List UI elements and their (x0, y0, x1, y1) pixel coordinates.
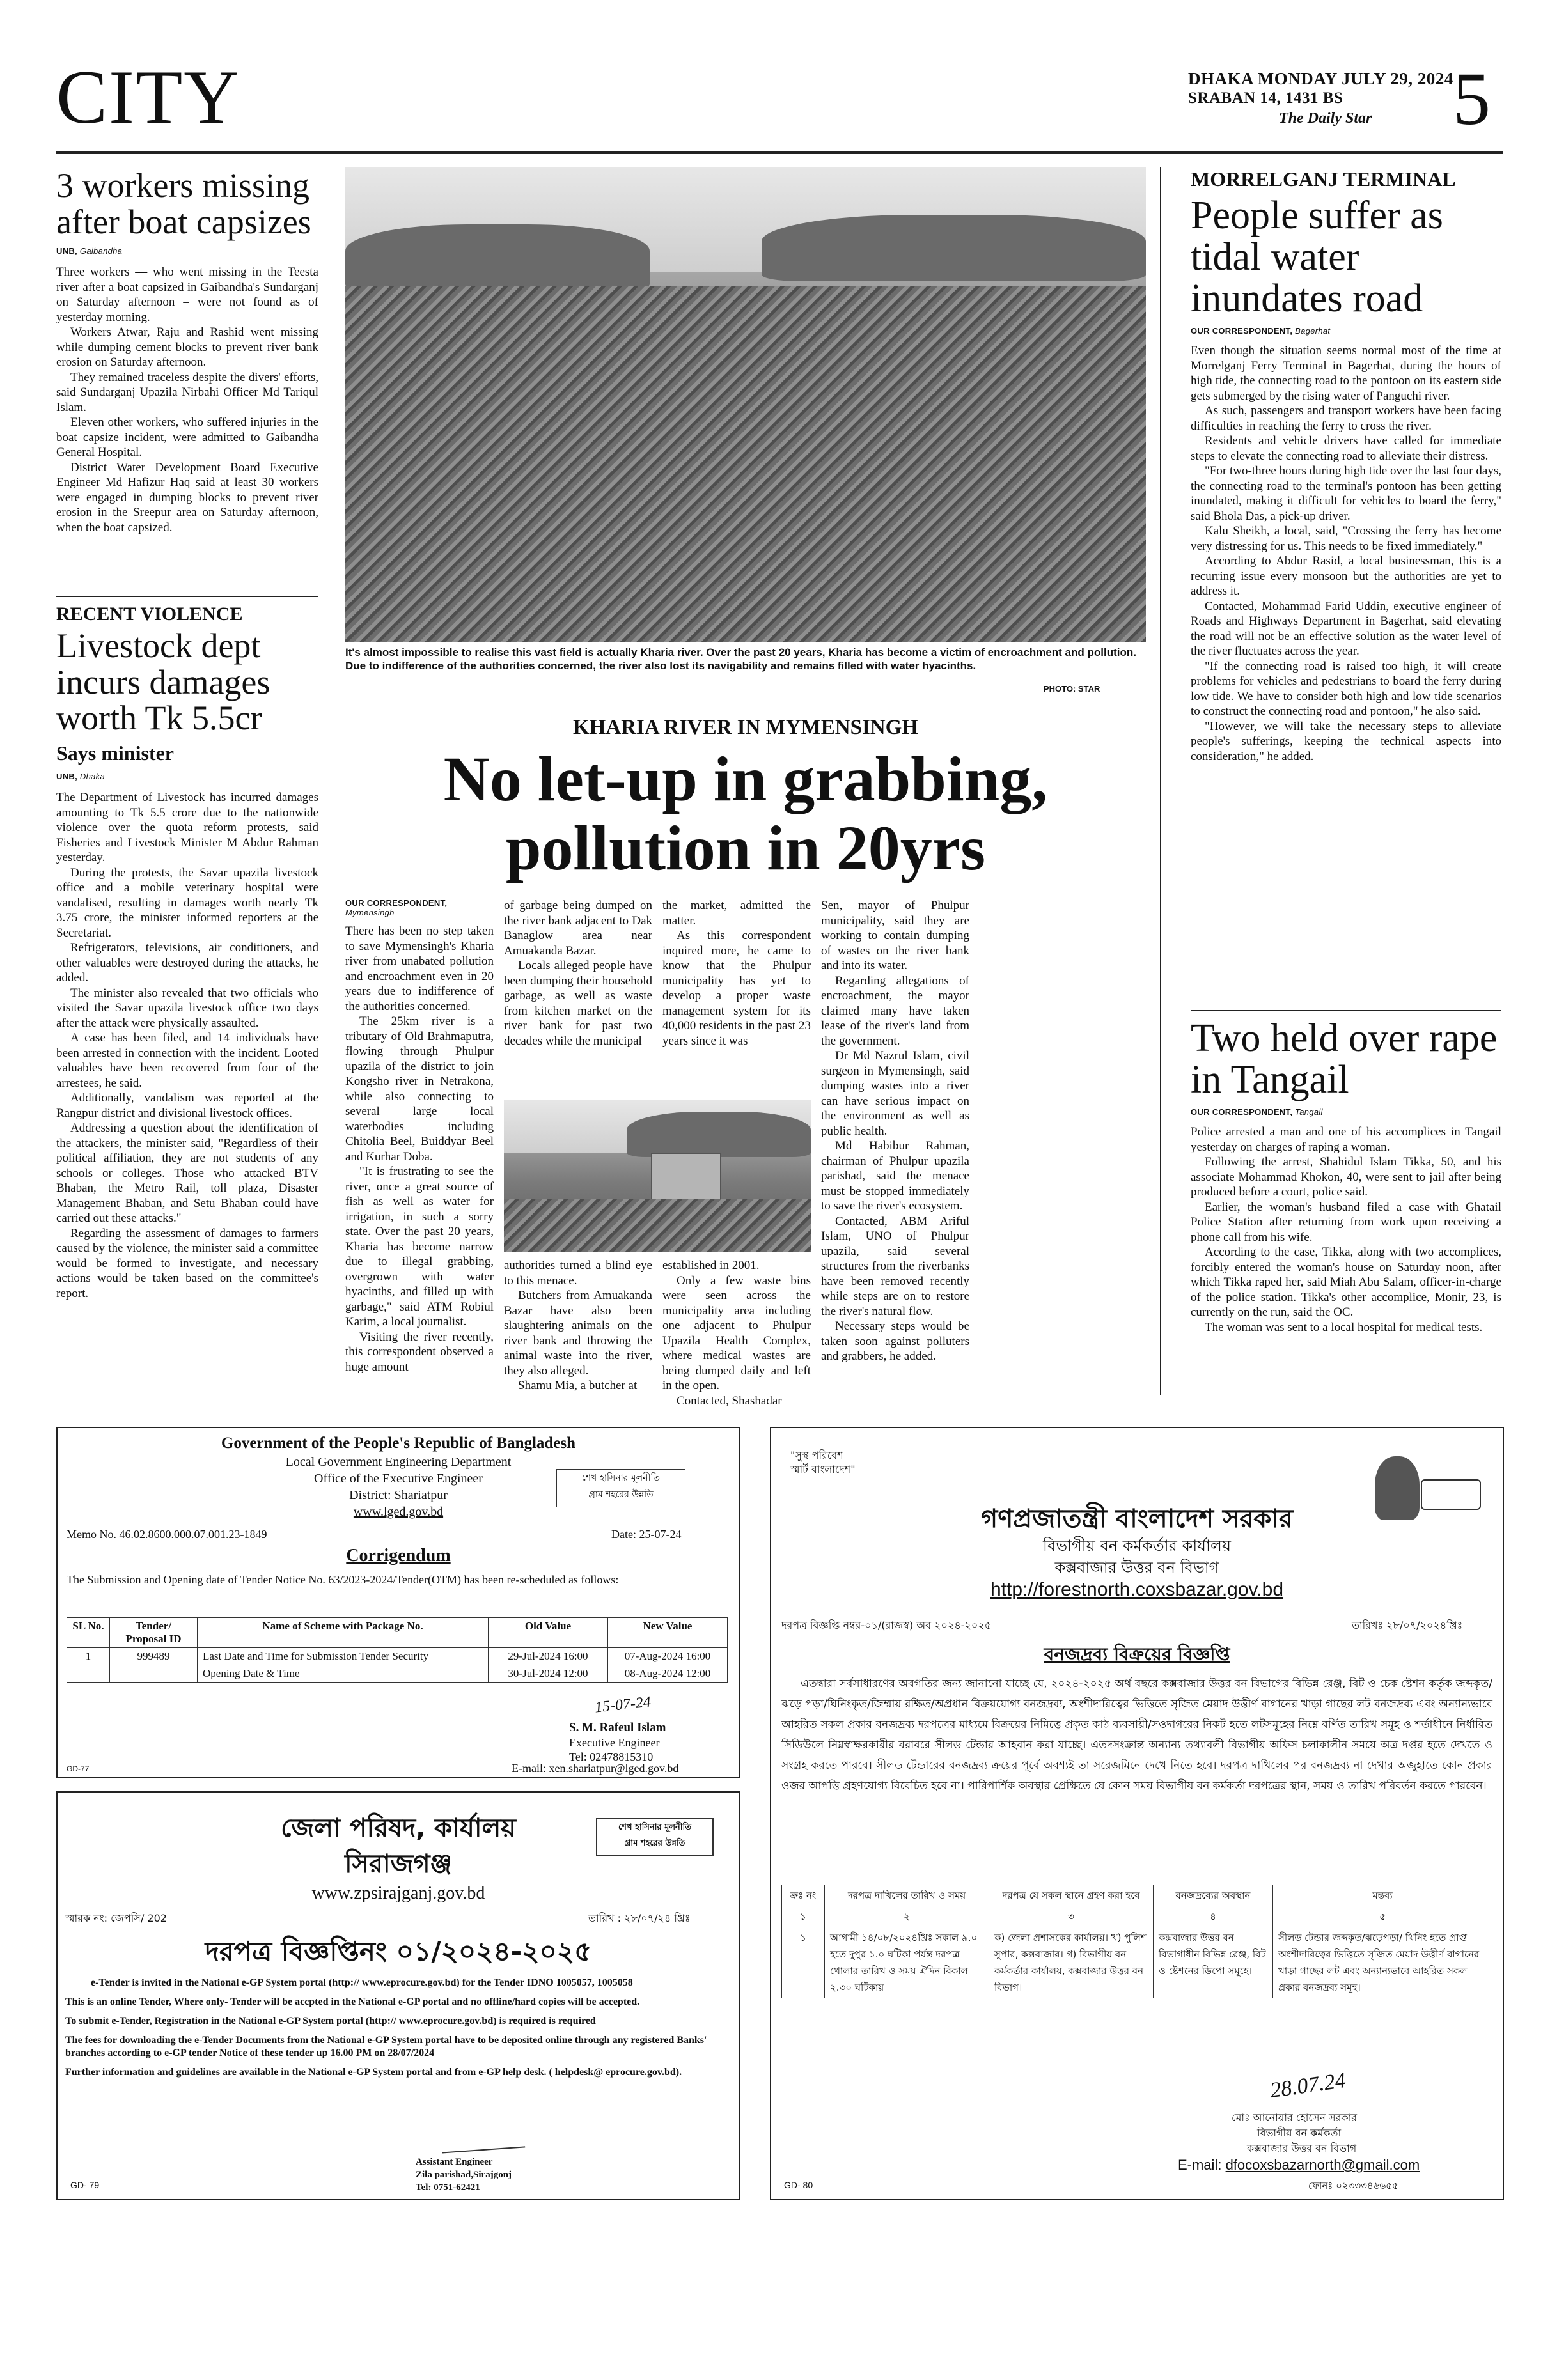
table-cell: কক্সবাজার উত্তর বন বিভাগাধীন বিভিন্ন রেঞ্জ, বিট ও ষ্টেশনের ডিপো সমূহে। (1154, 1927, 1273, 1998)
ad-forest-gov: গণপ্রজাতন্ত্রী বাংলাদেশ সরকার (981, 1504, 1293, 1534)
paragraph: authorities turned a blind eye to this menace. (504, 1259, 652, 1287)
byline-location: Gaibandha (79, 246, 123, 256)
ad-lged-signature: 15-07-24 (593, 1693, 652, 1716)
photo-treeline (345, 224, 650, 291)
paragraph: District Water Development Board Executive Engineer Md Hafizur Haq said at least 30 workers were engaged in dumping blocks to prevent river erosion in the Sreepur area on Saturday afternoon, when the boat capsized. (56, 460, 318, 534)
paragraph: "However, we will take the necessary steps to alleviate people's sufferings, keeping the technical aspects into consideration," he added. (1191, 719, 1501, 763)
ad-forest-top-2: স্মার্ট বাংলাদেশ" (790, 1463, 856, 1475)
ad-lged-signer-name: S. M. Rafeul Islam (569, 1721, 666, 1734)
paragraph: The 25km river is a tributary of Old Brahmaputra, flowing through Phulpur upazila of the district to join Kongsho river in Netrakona, while also connecting to several large local waterbodies including Chitolia Beel, Buiddyar Beel and Kurhar Doba. (345, 1015, 494, 1163)
story-boat-body (56, 265, 318, 535)
table-number-row (782, 1906, 1492, 1927)
ad-lged-gd: GD-77 (67, 1764, 90, 1773)
byline-author: OUR CORRESPONDENT, (345, 898, 448, 908)
tender-line: The fees for downloading the e-Tender Documents from the National e-GP System portal have to be deposited online through any registered Banks' branches according to e-GP tender Notice of these tender up 16.00 PM on 28/07/2024 (65, 2035, 707, 2058)
ad-lged-gov: Government of the People's Republic of Bangladesh (221, 1435, 576, 1452)
morrelganj-byline (1191, 326, 1501, 336)
ad-sirajganj-web[interactable]: www.zpsirajganj.gov.bd (311, 1883, 485, 1903)
paragraph: Following the arrest, Shahidul Islam Tikka, 50, and his associate Mohammad Khokon, 40, were sent to jail after being produced before a court, police said. (1191, 1155, 1501, 1199)
email-label: E-mail: (512, 1762, 546, 1775)
paragraph: According to Abdur Rasid, a local businessman, this is a recurring issue every monsoon but the authorities are yet to address it. (1191, 554, 1501, 598)
paragraph: Earlier, the woman's husband filed a case with Ghatail Police Station after returning from work upon receiving a phone call from his wife. (1191, 1200, 1501, 1244)
table-cell: 08-Aug-2024 12:00 (608, 1665, 728, 1683)
paragraph: There has been no step taken to save Mymensingh's Kharia river from unabated pollution and encroachment even in 20 years due to indifference of the authorities concerned. (345, 924, 494, 1013)
kharia-col-3-bottom (662, 1258, 811, 1408)
table-header: মন্তব্য (1273, 1885, 1492, 1906)
email-link[interactable]: xen.shariatpur@lged.gov.bd (549, 1762, 679, 1775)
ad-sirajganj-tender (56, 1791, 740, 2200)
kharia-col-1-body (345, 924, 494, 1374)
paragraph: Residents and vehicle drivers have called for immediate steps to elevate the connecting road to alleviate their distress. (1191, 434, 1501, 463)
ad-lged-district: District: Shariatpur (349, 1488, 448, 1502)
table-header-row (67, 1618, 728, 1648)
story-boat-byline (56, 246, 318, 256)
slogan-line: গ্রাম শহরের উন্নতি (588, 1489, 654, 1500)
table-cell: ৪ (1154, 1906, 1273, 1927)
morrelganj-kicker: MORRELGANJ TERMINAL (1191, 167, 1456, 191)
table-cell: ২ (825, 1906, 989, 1927)
photo-hyacinth-field (345, 286, 1146, 642)
paragraph: Shamu Mia, a butcher at (518, 1379, 638, 1392)
ad-sirajganj-lines (65, 1977, 730, 2079)
paragraph: Sen, mayor of Phulpur municipality, said they are working to contain dumping of wastes on the river bank and into its water. (821, 899, 969, 972)
ad-lged-signer-title: Executive Engineer (569, 1736, 660, 1749)
kharia-photo-credit: PHOTO: STAR (1044, 684, 1100, 694)
ad-sirajganj-slogan-box (596, 1818, 714, 1856)
byline-location: Mymensingh (345, 908, 395, 917)
paragraph: Regarding the assessment of damages to farmers caused by the violence, the minister said a committee would be formed to investigate, and necessary actions would be taken based on the committee's report. (56, 1226, 318, 1300)
kharia-col-3-top (662, 898, 811, 1048)
ad-lged-slogan-box (556, 1469, 685, 1507)
ad-sirajganj-sign-2: Zila parishad,Sirajgonj (416, 2170, 512, 2180)
paragraph: Refrigerators, televisions, air conditioners, and other valuables were destroyed during the attacks, he added. (56, 941, 318, 985)
table-header: Tender/ Proposal ID (110, 1618, 198, 1648)
paragraph: Butchers from Amuakanda Bazar have also been slaughtering animals on the river bank and throwing the animal waste into the river, they also alleged. (504, 1289, 652, 1378)
ad-forest-body: এতদ্বারা সর্বসাধারণের অবগতির জন্য জানানো যাচ্ছে যে, ২০২৪-২০২৫ অর্থ বছরে কক্সবাজার উত্তর বন বিভাগের বিভিন্ন রেঞ্জ, বিট ও চেক ষ্টেশন কর্তৃক জব্দকৃত/ঝড়ে পড়া/ঘিনিংকৃত/জিম্মায় রক্ষিত/অপ্রধান বিক্রয়যোগ্য বনজদ্রব্য, অংশীদারিত্বের ভিত্তিতে সৃজিত মেয়াদ উত্তীর্ণ বাগানের খাড়া গাছের লট বনজদ্রব্য এবং অন্যান্যভাবে আহরিত সকল প্রকার বনজদ্রব্য দরপত্রের মাধ্যমে বিক্রয়ের নিমিত্তে প্রকৃত কাঠ ব্যবসায়ী/সওদাগরের নিকট হতে লটসমূহের নিম্নে বর্ণিত তারিখ সমূহ ও শর্তাধীনে নির্ধারিত সিডিউলে নিম্নস্বাক্ষরকারীর বরাবরে সীলড টেন্ডার আহবান করা যাচ্ছে। এতদসংক্রান্ত অন্যান্য তথ্যাবলী বিভাগীয় অফিস চলাকালীন সময়ে অত্র দপ্তর হতে দেখতে ও সংগ্রহ করতে পারবে। সীলড টেন্ডারের বনজদ্রব্য ক্রয়ের পূর্বে অবশ্যই তা সরেজমিনে দেখে নিতে হবে। দরপত্র দাখিলের পর বনজদ্রব্য না দেখার অজুহাতে কোন প্রকার ওজর আপত্তি গ্রহণযোগ্য বিবেচিত হবে না। পারিপার্শিক অবস্থার প্রেক্ষিতে যে কোন সময় বিভাগীয় বন কর্মকর্তা দরপত্রের স্থান, সময় ও তারিখ পরিবর্তন করতে পারবেন। (781, 1677, 1492, 1793)
ad-forest-date: তারিখঃ ২৮/০৭/২০২৪খ্রিঃ (1352, 1619, 1463, 1631)
kharia-col-4 (821, 898, 969, 1364)
masthead-rule (56, 151, 1503, 154)
ad-lged-memo: Memo No. 46.02.8600.000.07.001.23-1849 (67, 1528, 267, 1541)
kharia-col-2-top (504, 898, 652, 1048)
paragraph: Additionally, vandalism was reported at the Rangpur district and divisional livestock offices. (56, 1091, 318, 1120)
table-cell: Opening Date & Time (198, 1665, 489, 1683)
table-cell: ১ (782, 1927, 825, 1998)
kharia-byline (345, 898, 494, 917)
ad-lged-intro: The Submission and Opening date of Tender Notice No. 63/2023-2024/Tender(OTM) has been re-scheduled as follows: (67, 1573, 619, 1586)
page-number: 5 (1453, 57, 1491, 141)
paragraph: Eleven other workers, who suffered injuries in the boat capsize incident, were admitted to Gaibandha General Hospital. (56, 416, 318, 460)
paragraph: They remained traceless despite the divers' efforts, said Sundarganj Upazila Nirbahi Officer Md Tariqul Islam. (56, 370, 318, 414)
paragraph: Md Habibur Rahman, chairman of Phulpur upazila parishad, said the menace must be stopped immediately to save the river's ecosystem. (821, 1139, 969, 1213)
morrelganj-headline: People suffer as tidal water inundates road (1191, 194, 1443, 321)
paragraph: As such, passengers and transport workers have been facing difficulties in reaching the ferry to cross the river. (1191, 404, 1501, 433)
story-boat (56, 167, 318, 535)
ad-forest-memo: দরপত্র বিজ্ঞপ্তি নম্বর-০১/(রাজস্ব) অব ২০২৪-২০২৫ (781, 1619, 992, 1631)
ad-lged-corrigendum (56, 1427, 740, 1778)
paragraph: Even though the situation seems normal most of the time at Morrelganj Ferry Terminal in Bagerhat, during the hours of high tide, the connecting road to the pontoon on its eastern side gets submerged by the rising water of Panguchi river. (1191, 344, 1501, 403)
byline-author: OUR CORRESPONDENT, (1191, 326, 1293, 336)
table-cell: 30-Jul-2024 12:00 (489, 1665, 608, 1683)
kharia-riverbank-photo (504, 1100, 811, 1252)
paragraph: Kalu Sheikh, a local, said, "Crossing the ferry has become very distressing for us. This needs to be fixed immediately." (1191, 524, 1501, 553)
slogan-line: গ্রাম শহরের উন্নতি (624, 1839, 685, 1848)
ad-forest-signature: 28.07.24 (1268, 2068, 1347, 2103)
paragraph: Regarding allegations of encroachment, the mayor claimed many have taken lease of the river's land from the government. (821, 974, 969, 1048)
tender-line: Further information and guidelines are available in the National e-GP System portal and from e-GP help desk. ( helpdesk@ eprocure.gov.bd). (65, 2067, 682, 2078)
paragraph: Only a few waste bins were seen across the municipality area including one adjacent to Phulpur Upazila Health Complex, where medical wastes are being dumped daily and left in the open. (662, 1273, 811, 1392)
story-livestock-body (56, 790, 318, 1301)
kharia-photo-caption: It's almost impossible to realise this vast field is actually Kharia river. Over the past 20 years, Kharia has become a victim of encroachment and pollution. Due to indifference of the authorities concerned, the river also lost its navigability and remains filled with water hyacinths. (345, 646, 1136, 672)
paragraph: "For two-three hours during high tide over the last four days, the connecting road to the terminal's pontoon has been getting inundated, making it difficult for vehicles to board the ferry," said Bhola Das, a pick-up driver. (1191, 464, 1501, 523)
paragraph: Contacted, ABM Ariful Islam, UNO of Phulpur upazila, said several structures from the riverbanks have been removed recently while steps are on to restore the river's natural flow. (821, 1214, 969, 1318)
paragraph: The Department of Livestock has incurred damages amounting to Tk 5.5 crore due to the nationwide violence over the quota reform protests, said Fisheries and Livestock Minister M Abdur Rahman yesterday. (56, 791, 318, 865)
table-cell: ৩ (989, 1906, 1154, 1927)
table-cell: ৫ (1273, 1906, 1492, 1927)
story-livestock-headline: Livestock dept incurs damages worth Tk 5.5cr (56, 626, 270, 738)
tender-line: This is an online Tender, Where only- Tender will be accpted in the National e-GP portal and no offline/hard copies will be accepted. (65, 1996, 640, 2007)
ad-sirajganj-date: তারিখ : ২৮/০৭/২৪ খ্রিঃ (588, 1912, 691, 1924)
tangail-byline (1191, 1107, 1501, 1117)
paragraph: Workers Atwar, Raju and Rashid went missing while dumping cement blocks to prevent river bank erosion on Saturday afternoon. (56, 325, 318, 369)
morrelganj-body (1191, 343, 1501, 764)
paragraph: Dr Md Nazrul Islam, civil surgeon in Mymensingh, said dumping wastes into a river can have serious impact on the environment as well as public health. (821, 1049, 969, 1138)
ad-forest-phone: ফোনঃ ০২৩৩৩৪৬৬৫৫ (1308, 2180, 1398, 2191)
byline-location: Tangail (1295, 1107, 1323, 1117)
ad-sirajganj-heading: দরপত্র বিজ্ঞপ্তিনং ০১/২০২৪-২০২৫ (205, 1936, 592, 1967)
ad-forest-top-1: "সুস্থ পরিবেশ (790, 1449, 843, 1461)
table-row (67, 1648, 728, 1665)
ad-sirajganj-sign-1: Assistant Engineer (416, 2157, 493, 2167)
table-cell: ১ (782, 1906, 825, 1927)
ad-lged-tel: Tel: 02478815310 (569, 1750, 654, 1763)
story-livestock-byline (56, 772, 318, 781)
ad-lged-web[interactable]: www.lged.gov.bd (353, 1505, 444, 1519)
kharia-col-1 (345, 898, 494, 1374)
table-cell: সীলড টেন্ডার জব্দকৃত/ঝড়েপড়া/ থিনিং হতে প্রাপ্ত অংশীদারিত্বের ভিত্তিতে সৃজিত মেয়াদ উত্তীর্ণ বাগানের খাড়া গাছের লট এবং অন্যান্যভাবে আহরিত সকল প্রকার বনজদ্রব্য সমূহ। (1273, 1927, 1492, 1998)
paragraph: Addressing a question about the identification of the attackers, the minister said, "Regardless of their political affiliation, they are not students of any schools or colleges. Those who attacked BTV Bhaban, the Metro Rail, toll plaza, Disaster Management Bhaban, and Setu Bhaban could have carried out these attacks." (56, 1121, 318, 1225)
ad-sirajganj-title-1: জেলা পরিষদ, কার্যালয় (281, 1814, 516, 1843)
paragraph: Locals alleged people have been dumping their household garbage, as well as waste from kitchen market on the river bank for past two decades while the municipal (504, 959, 652, 1048)
table-cell: 1 (67, 1648, 110, 1683)
table-cell: Last Date and Time for Submission Tender Security (198, 1648, 489, 1665)
ad-forest-table (781, 1885, 1492, 1998)
table-header: New Value (608, 1618, 728, 1648)
divider (1191, 1010, 1501, 1011)
tender-line: e-Tender is invited in the National e-GP System portal (http:// www.eprocure.gov.bd) for the Tender IDNO 1005057, 1005058 (91, 1977, 633, 1988)
ad-forest-web[interactable]: http://forestnorth.coxsbazar.gov.bd (990, 1579, 1284, 1600)
story-morrelganj (1191, 167, 1501, 764)
table-header: বনজদ্রব্যের অবস্থান (1154, 1885, 1273, 1906)
masthead-paper-name: The Daily Star (1279, 110, 1372, 127)
table-header: Name of Scheme with Package No. (198, 1618, 489, 1648)
photo-river (504, 1199, 811, 1252)
table-header-row (782, 1885, 1492, 1906)
ad-forest-heading: বনজদ্রব্য বিক্রয়ের বিজ্ঞপ্তি (1044, 1644, 1230, 1665)
ad-lged-table (67, 1617, 728, 1683)
table-header: দরপত্র দাখিলের তারিখ ও সময় (825, 1885, 989, 1906)
story-tangail (1191, 1018, 1501, 1335)
paragraph: During the protests, the Savar upazila livestock office and a mobile veterinary hospital were vandalised, resulting in damages worth nearly Tk 3.75 crore, the minister informed reporters at the Secretariat. (56, 866, 318, 940)
paragraph: established in 2001. (662, 1259, 760, 1272)
tangail-body (1191, 1124, 1501, 1335)
table-cell: 999489 (110, 1648, 198, 1683)
story-livestock-kicker: RECENT VIOLENCE (56, 603, 243, 625)
tangail-headline: Two held over rape in Tangail (1191, 1016, 1498, 1102)
ad-sirajganj-sign-3: Tel: 0751-62421 (416, 2182, 480, 2193)
paragraph: The woman was sent to a local hospital for medical tests. (1205, 1320, 1483, 1334)
table-header: SL No. (67, 1618, 110, 1648)
ad-forest-email (1178, 2157, 1420, 2174)
paragraph: Contacted, Mohammad Farid Uddin, executive engineer of Roads and Highways Department in Bagerhat, said elevating the road will not be an effective solution as the water level of the river fluctuates across the year. (1191, 599, 1501, 658)
ad-lged-date: Date: 25-07-24 (611, 1528, 682, 1541)
slogan-line: শেখ হাসিনার মূলনীতি (582, 1473, 660, 1483)
ad-lged-email (512, 1762, 678, 1775)
section-title: CITY (56, 54, 240, 139)
paragraph: the market, admitted the matter. (662, 899, 811, 928)
ad-lged-dept: Local Government Engineering Department (285, 1455, 512, 1469)
photo-treeline (762, 215, 1146, 281)
byline-agency: UNB, (56, 246, 77, 256)
email-link[interactable]: dfocoxsbazarnorth@gmail.com (1225, 2157, 1420, 2173)
masthead-bs-date: SRABAN 14, 1431 BS (1188, 89, 1343, 107)
ad-lged-title: Corrigendum (346, 1546, 451, 1566)
table-header: Old Value (489, 1618, 608, 1648)
kharia-col-2-bottom (504, 1258, 652, 1394)
paragraph: The minister also revealed that two officials who visited the Savar upazila livestock office two days after the attack were physically assaulted. (56, 986, 318, 1030)
ad-sirajganj-memo: স্মারক নং: জেপসি/ 202 (65, 1912, 167, 1924)
table-cell: আগামী ১৪/০৮/২০২৪খ্রিঃ সকাল ৯.০ হতে দুপুর ১.০ ঘটিকা পর্যন্ত দরপত্র খোলার তারিখ ও সময় ঐদিন বিকাল ২.৩০ ঘটিকায় (825, 1927, 989, 1998)
story-livestock-subhead: Says minister (56, 742, 174, 765)
paragraph: Contacted, Shashadar (677, 1394, 782, 1408)
paragraph: of garbage being dumped on the river bank adjacent to Dak Banaglow area near Amuakanda Bazar. (504, 899, 652, 958)
ad-forest-division: কক্সবাজার উত্তর বন বিভাগ (1054, 1559, 1219, 1576)
ad-forest-sign-title: বিভাগীয় বন কর্মকর্তা (1257, 2127, 1342, 2139)
byline-location: Bagerhat (1295, 326, 1331, 336)
paragraph: "It is frustrating to see the river, once a great source of fish as well as water for irrigation, in such a sorry state. Over the past 20 years, Kharia has become narrow due to illegal grabbing, overgrown with water hyacinths, and filled up with garbage," said ATM Robiul Karim, a local journalist. (345, 1165, 494, 1328)
paragraph: According to the case, Tikka, along with two accomplices, forcibly entered the woman's house on Saturday noon, after which Tikka raped her, said Miah Abu Salam, officer-in-charge of the police station. Tikka's other accomplice, Monir, 23, is currently on the run, said the OC. (1191, 1245, 1501, 1319)
table-header: দরপত্র যে সকল স্থানে গ্রহণ করা হবে (989, 1885, 1154, 1906)
ad-forest-sign-name: মোঃ আনোয়ার হোসেন সরকার (1232, 2112, 1358, 2124)
kharia-river-photo (345, 167, 1146, 642)
story-livestock (56, 603, 318, 1301)
paragraph: Necessary steps would be taken soon against polluters and grabbers, he added. (821, 1319, 969, 1363)
photo-trees (627, 1112, 811, 1157)
tender-line: To submit e-Tender, Registration in the National e-GP System portal (http:// www.eprocure.gov.bd) is required is required (65, 2016, 596, 2026)
table-row (782, 1927, 1492, 1998)
table-cell: ক) জেলা প্রশাসকের কার্যালয়। খ) পুলিশ সুপার, কক্সবাজার। গ) বিভাগীয় বন কর্মকর্তার কার্যালয়, কক্সবাজার উত্তর বন বিভাগ। (989, 1927, 1154, 1998)
kharia-headline: No let-up in grabbing, pollution in 20yrs (443, 743, 1048, 883)
paragraph: Three workers — who went missing in the Teesta river after a boat capsized in Gaibandha's Sundarganj on Saturday afternoon – were not found as of yesterday morning. (56, 265, 318, 324)
email-label: E-mail: (1178, 2157, 1222, 2173)
byline-author: OUR CORRESPONDENT, (1191, 1107, 1293, 1117)
paragraph: "If the connecting road is raised too high, it will create problems for vehicles and pedestrians to board the ferry during low tide. We have to consider both high and low tide scenarios to construct the connecting road and pontoon," he also said. (1191, 659, 1501, 719)
ad-sirajganj-title-2: সিরাজগঞ্জ (345, 1849, 452, 1879)
ad-forest-sign-div: কক্সবাজার উত্তর বন বিভাগ (1247, 2142, 1357, 2154)
paragraph: A case has been filed, and 14 individuals have been arrested in connection with the incident. Looted valuables have been recovered from four of the arrestees, he said. (56, 1031, 318, 1090)
byline-location: Dhaka (79, 772, 105, 782)
masthead-date: DHAKA MONDAY JULY 29, 2024 (1188, 69, 1453, 88)
ad-forest-sale (770, 1427, 1504, 2200)
slogan-line: শেখ হাসিনার মূলনীতি (618, 1823, 691, 1832)
story-boat-headline: 3 workers missing after boat capsizes (56, 166, 311, 241)
table-cell: 07-Aug-2024 16:00 (608, 1648, 728, 1665)
ad-lged-office: Office of the Executive Engineer (314, 1472, 483, 1486)
divider (56, 596, 318, 597)
ad-forest-office: বিভাগীয় বন কর্মকর্তার কার্যালয় (1042, 1537, 1231, 1555)
paragraph: Police arrested a man and one of his accomplices in Tangail yesterday on charges of raping a woman. (1191, 1125, 1501, 1154)
paragraph: As this correspondent inquired more, he came to know that the Phulpur municipality has yet to develop a proper waste management system for its 40,000 residents in the past 23 years since it was (662, 929, 811, 1048)
kharia-kicker: KHARIA RIVER IN MYMENSINGH (573, 716, 918, 739)
column-divider (1160, 167, 1161, 1395)
ad-forest-gd: GD- 80 (784, 2180, 813, 2190)
byline-agency: UNB, (56, 772, 77, 782)
table-header: ক্রঃ নং (782, 1885, 825, 1906)
table-cell: 29-Jul-2024 16:00 (489, 1648, 608, 1665)
paragraph: Visiting the river recently, this correspondent observed a huge amount (345, 1330, 494, 1374)
ad-sirajganj-gd: GD- 79 (70, 2180, 100, 2190)
ad-sirajganj-signature (441, 2122, 525, 2154)
